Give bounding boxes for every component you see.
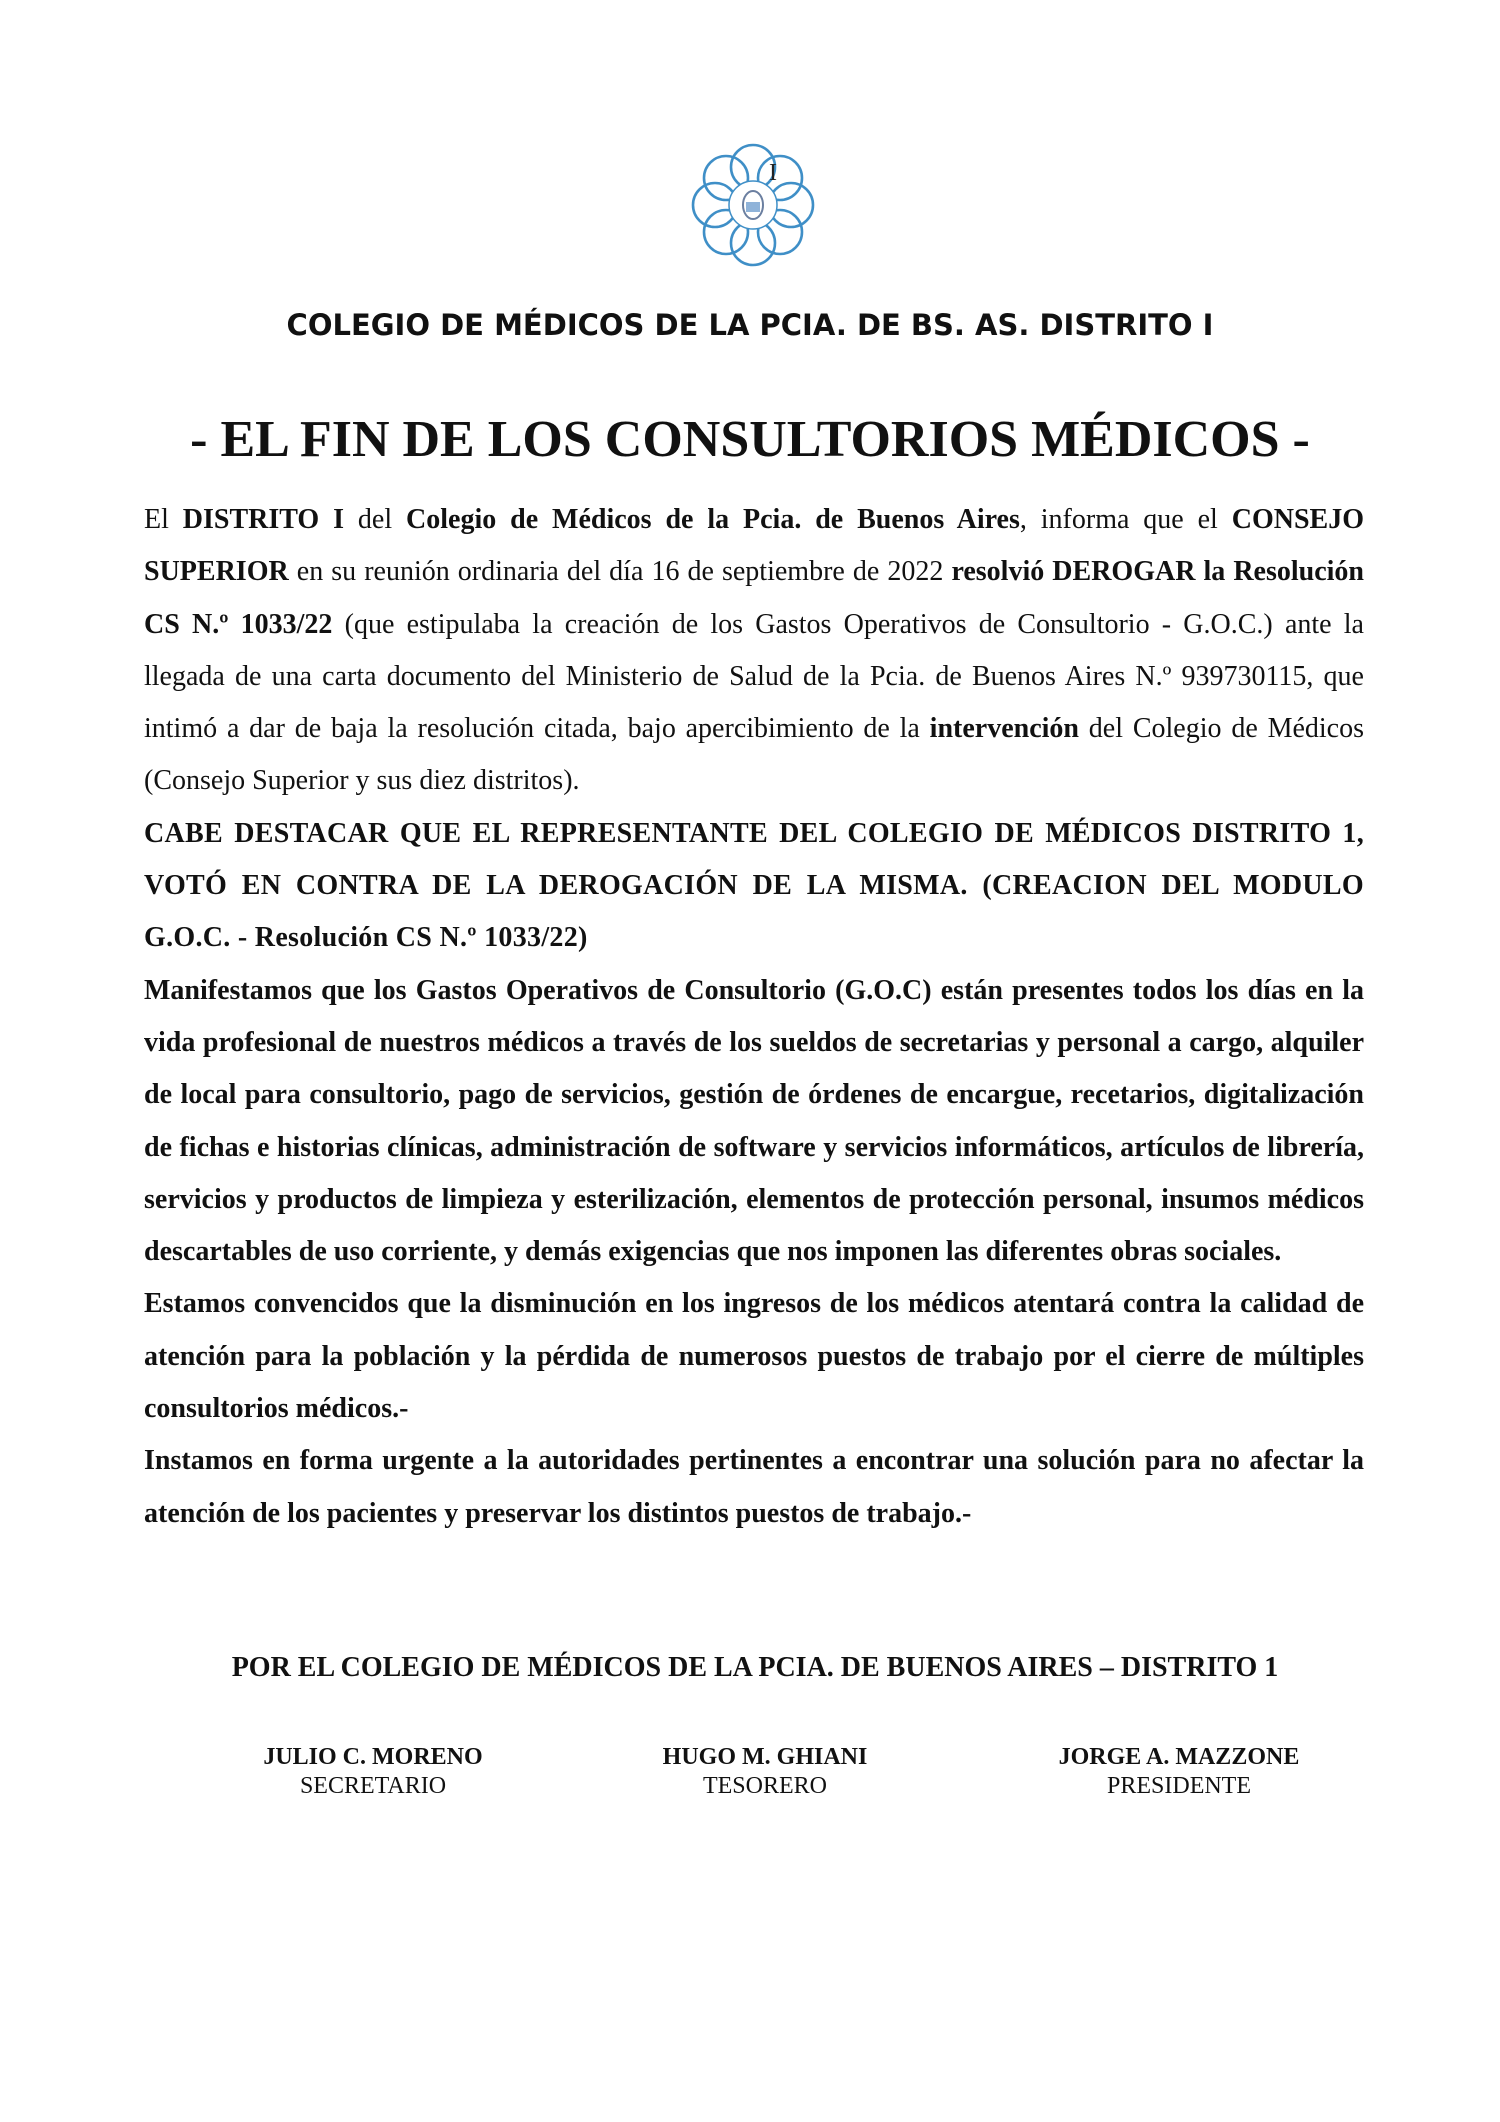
paragraph-income-impact: Estamos convencidos que la disminución en los ingresos de los médicos atentará contra la calidad de atención para la población y la pérdida de numerosos puestos de trabajo por el cierre de múltiples consultorios médicos.- <box>144 1288 1364 1425</box>
signatory-name: HUGO M. GHIANI <box>662 1744 868 1770</box>
signatory-tesorero <box>640 1744 890 1800</box>
document-title: - EL FIN DE LOS CONSULTORIOS MÉDICOS - <box>190 411 1310 468</box>
signatory-name: JORGE A. MAZZONE <box>1058 1744 1300 1770</box>
document-body <box>144 494 1364 1540</box>
signatory-secretario <box>248 1744 498 1800</box>
signatory-role: TESORERO <box>702 1773 827 1799</box>
paragraph-vote-note: CABE DESTACAR QUE EL REPRESENTANTE DEL COLEGIO DE MÉDICOS DISTRITO 1, VOTÓ EN CONTRA DE LA DEROGACIÓN DE LA MISMA. (CREACION DEL MODULO G.O.C. - Resolución CS N.º 1033/22) <box>144 817 1364 954</box>
paragraph-goc-costs: Manifestamos que los Gastos Operativos de Consultorio (G.O.C) están presentes todos los días en la vida profesional de nuestros médicos a través de los sueldos de secretarias y personal a cargo, alquiler de local para consultorio, pago de servicios, gestión de órdenes de encargue, recetarios, digitalización de fichas e historias clínicas, administración de software y servicios informáticos, artículos de librería, servicios y productos de limpieza y esterilización, elementos de protección personal, insumos médicos descartables de uso corriente, y demás exigencias que nos imponen las diferentes obras sociales. <box>144 974 1364 1268</box>
signatory-presidente <box>1034 1744 1324 1800</box>
colegio-logo-icon <box>688 140 818 270</box>
paragraph-announcement: El DISTRITO I del Colegio de Médicos de la Pcia. de Buenos Aires, informa que el CONSEJO SUPERIOR en su reunión ordinaria del día 16 de septiembre de 2022 resolvió DEROGAR la Resolución CS N.º 1033/22 (que estipulaba la creación de los Gastos Operativos de Consultorio - G.O.C.) ante la llegada de una carta documento del Ministerio de Salud de la Pcia. de Buenos Aires N.º 939730115, que intimó a dar de baja la resolución citada, bajo apercibimiento de la intervención del Colegio de Médicos (Consejo Superior y sus diez distritos). <box>144 504 1364 797</box>
paragraph-urge-authorities: Instamos en forma urgente a la autoridades pertinentes a encontrar una solución para no afectar la atención de los pacientes y preservar los distintos puestos de trabajo.- <box>144 1445 1364 1529</box>
signoff-line: POR EL COLEGIO DE MÉDICOS DE LA PCIA. DE BUENOS AIRES – DISTRITO 1 <box>231 1652 1279 1683</box>
organization-header: COLEGIO DE MÉDICOS DE LA PCIA. DE BS. AS. DISTRITO I <box>286 308 1214 342</box>
signatory-role: PRESIDENTE <box>1107 1773 1251 1799</box>
logo-letter: I <box>769 160 777 186</box>
signatory-role: SECRETARIO <box>299 1773 447 1799</box>
signatory-name: JULIO C. MORENO <box>263 1744 483 1770</box>
